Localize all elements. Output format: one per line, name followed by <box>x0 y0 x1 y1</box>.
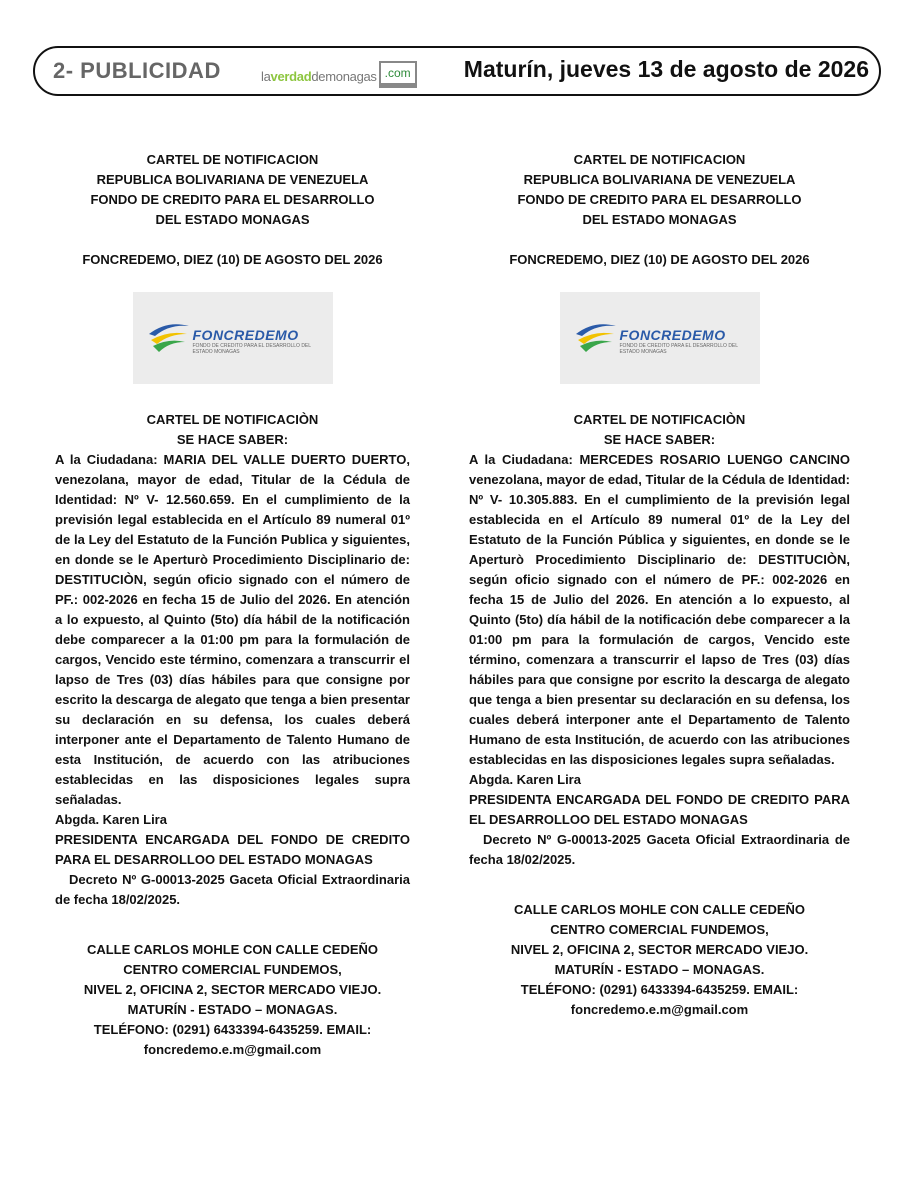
emblem-subtitle: FONDO DE CREDITO PARA EL DESARROLLO DEL ESTADO MONAGAS <box>192 343 311 355</box>
address-line: TELÉFONO: (0291) 6433394-6435259. EMAIL: <box>93 1022 372 1037</box>
emblem-subtitle: FONDO DE CREDITO PARA EL DESARROLLO DEL ESTADO MONAGAS <box>619 343 738 355</box>
issue-date: Maturín, jueves 13 de agosto de 2026 <box>463 56 869 82</box>
foncredemo-logo <box>560 292 760 384</box>
decree-reference: Decreto Nº G-00013-2025 Gaceta Oficial Extraordinaria de fecha 18/02/2025. <box>55 872 410 907</box>
address-line: MATURÍN - ESTADO – MONAGAS. <box>127 1002 338 1017</box>
notice-left <box>55 150 410 1060</box>
newspaper-logo[interactable] <box>261 56 417 90</box>
logo-monitor-icon: .com <box>379 61 417 88</box>
foncredemo-logo <box>133 292 333 384</box>
swoosh-icon <box>147 318 191 354</box>
heading-line: REPUBLICA BOLIVARIANA DE VENEZUELA <box>96 172 369 187</box>
address-line: CALLE CARLOS MOHLE CON CALLE CEDEÑO <box>513 902 806 917</box>
notice-date: FONCREDEMO, DIEZ (10) DE AGOSTO DEL 2026 <box>509 252 810 267</box>
address-line: MATURÍN - ESTADO – MONAGAS. <box>554 962 765 977</box>
emblem-name: FONCREDEMO <box>619 327 726 343</box>
heading-line: REPUBLICA BOLIVARIANA DE VENEZUELA <box>523 172 796 187</box>
heading-line: DEL ESTADO MONAGAS <box>582 212 737 227</box>
signer-title: PRESIDENTA ENCARGADA DEL FONDO DE CREDITO PARA EL DESARROLLOO DEL ESTADO MONAGAS <box>55 832 410 867</box>
heading-line: DEL ESTADO MONAGAS <box>155 212 310 227</box>
logo-wordmark: laverdaddemonagas <box>261 69 377 84</box>
section-label: 2- PUBLICIDAD <box>53 58 221 83</box>
notice-heading <box>55 150 410 230</box>
address-line: NIVEL 2, OFICINA 2, SECTOR MERCADO VIEJO. <box>510 942 809 957</box>
heading-line: FONDO DE CREDITO PARA EL DESARROLLO <box>517 192 802 207</box>
notice-body: A la Ciudadana: MERCEDES ROSARIO LUENGO CANCINO venezolana, mayor de edad, Titular de la Cédula de Identidad: Nº V- 10.305.883. En el cumplimiento de la previsión legal establecida en el Artículo 89 numeral 01º de la Ley del Estatuto de la Función Pública y siguientes, en donde se le Aperturò Procedimiento Disciplinario de: DESTITUCIÒN, según oficio signado con el número de PF.: 002-2026 en fecha 15 de Julio del 2026. En atención a lo expuesto, al Quinto (5to) día hábil de la notificación debe comparecer a la 01:00 pm para la formulación de cargos, Vencido este término, comenzara a transcurrir el lapso de Tres (03) días hábiles para que consigne por escrito la descarga de alegato que tenga a bien presentar su declaración en su defensa, los cuales deberá interponer ante el Departamento de Talento Humano de esta Institución, de acuerdo con las atribuciones establecidas en las disposiciones legales supra señaladas. <box>469 452 850 767</box>
cartel-title: CARTEL DE NOTIFICACIÒN <box>573 412 746 427</box>
decree-reference: Decreto Nº G-00013-2025 Gaceta Oficial Extraordinaria de fecha 18/02/2025. <box>469 832 850 867</box>
notice-heading <box>469 150 850 230</box>
heading-line: CARTEL DE NOTIFICACION <box>146 152 319 167</box>
cartel-subtitle: SE HACE SABER: <box>603 432 716 447</box>
address-block <box>469 900 850 1020</box>
notice-right <box>469 150 850 1020</box>
address-block <box>55 940 410 1060</box>
address-line: CALLE CARLOS MOHLE CON CALLE CEDEÑO <box>86 942 379 957</box>
page-header <box>33 46 881 96</box>
address-line: CENTRO COMERCIAL FUNDEMOS, <box>550 922 769 937</box>
signer-name: Abgda. Karen Lira <box>469 772 581 787</box>
heading-line: CARTEL DE NOTIFICACION <box>573 152 746 167</box>
signer-name: Abgda. Karen Lira <box>55 812 167 827</box>
cartel-subtitle: SE HACE SABER: <box>176 432 289 447</box>
notice-date: FONCREDEMO, DIEZ (10) DE AGOSTO DEL 2026 <box>82 252 383 267</box>
address-line: TELÉFONO: (0291) 6433394-6435259. EMAIL: <box>520 982 799 997</box>
notice-body: A la Ciudadana: MARIA DEL VALLE DUERTO DUERTO, venezolana, mayor de edad, Titular de la Cédula de Identidad: Nº V- 12.560.659. En el cumplimiento de la previsión legal establecida en el Artículo 89 numeral 01º de la Ley del Estatuto de la Función Publica y siguientes, en donde se le Aperturò Procedimiento Disciplinario de: DESTITUCIÒN, según oficio signado con el número de PF.: 002-2026 en fecha 15 de Julio del 2026. En atención a lo expuesto, al Quinto (5to) día hábil de la notificación debe comparecer a la 01:00 pm para la formulación de cargos, Vencido este término, comenzara a transcurrir el lapso de Tres (03) días hábiles para que consigne por escrito la descarga de alegato que tenga a bien presentar su declaración en su defensa, los cuales deberá interponer ante el Departamento de Talento Humano de esta Institución, de acuerdo con las atribuciones establecidas en las disposiciones legales supra señaladas. <box>55 452 410 807</box>
email-line: foncredemo.e.m@gmail.com <box>570 1002 749 1017</box>
swoosh-icon <box>574 318 618 354</box>
address-line: NIVEL 2, OFICINA 2, SECTOR MERCADO VIEJO. <box>83 982 382 997</box>
heading-line: FONDO DE CREDITO PARA EL DESARROLLO <box>90 192 375 207</box>
address-line: CENTRO COMERCIAL FUNDEMOS, <box>123 962 342 977</box>
signer-title: PRESIDENTA ENCARGADA DEL FONDO DE CREDITO PARA EL DESARROLLOO DEL ESTADO MONAGAS <box>469 792 850 827</box>
cartel-title: CARTEL DE NOTIFICACIÒN <box>146 412 319 427</box>
emblem-name: FONCREDEMO <box>192 327 299 343</box>
email-line: foncredemo.e.m@gmail.com <box>143 1042 322 1057</box>
